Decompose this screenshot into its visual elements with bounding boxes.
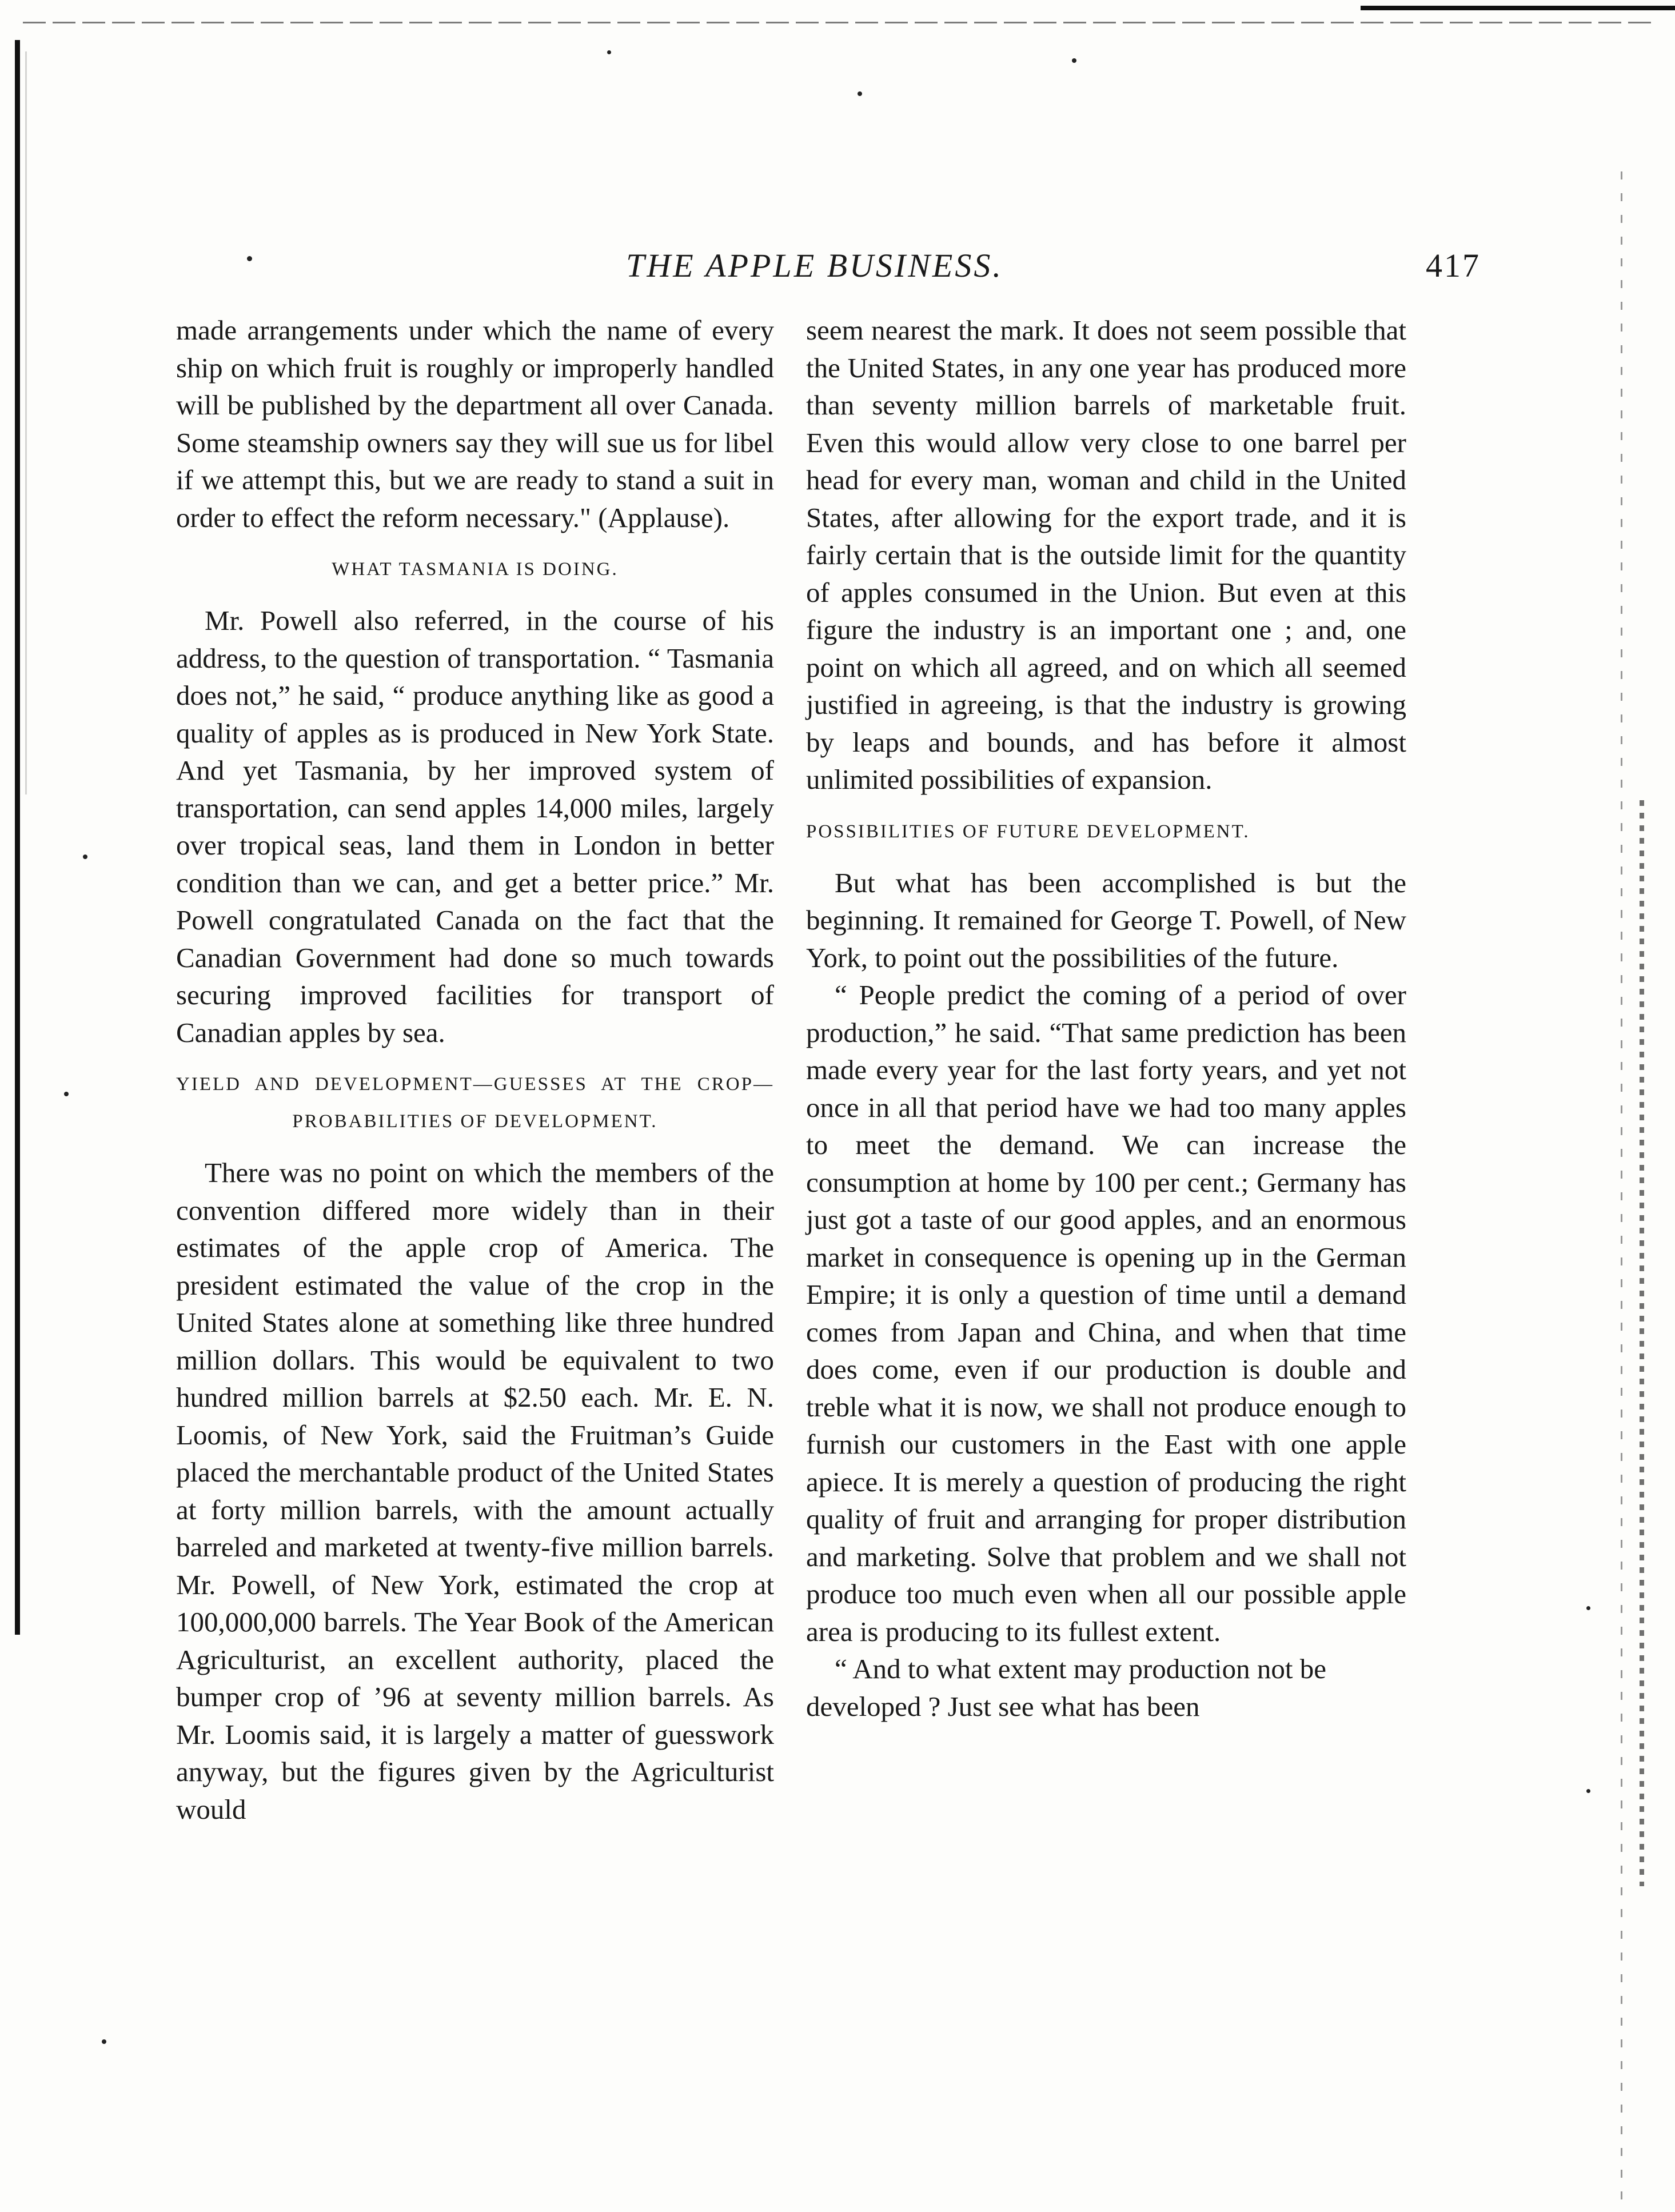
scan-edge-left: [15, 40, 20, 1635]
right-column: [806, 312, 1406, 1725]
scan-edge-left-faint: [25, 51, 27, 794]
paragraph: seem nearest the mark. It does not seem possible that the United States, in any one year has produced more than seventy million barrels of marketable fruit. Even this would allow very close to one barrel per head for every man, woman and child in the United States, after allowing for the export trade, and it is fairly certain that is the outside limit for the quantity of apples consumed in the Union. But even at this figure the industry is an important one ; and, one point on which all agreed, and on which all seemed justified in agreeing, is that the industry is growing by leaps and bounds, and has before it almost unlimited possibilities of expansion.: [806, 314, 1406, 795]
paragraph: But what has been accomplished is but the beginning. It remained for George T. Powell, of New York, to point out the possibilities of the future.: [806, 867, 1406, 973]
paragraph: There was no point on which the members of the convention differed more widely than in their estimates of the apple crop of America. The president estimated the value of the crop in the United States alone at something like three hundred million dollars. This would be equivalent to two hundred million barrels at $2.50 each. Mr. E. N. Loomis, of New York, said the Fruitman’s Guide placed the merchantable product of the United States at forty million barrels, with the amount actually barreled and marketed at twenty-five million barrels. Mr. Powell, of New York, estimated the crop at 100,000,000 barrels. The Year Book of the American Agriculturist, an excellent authority, placed the bumper crop of ’96 at seventy million barrels. As Mr. Loomis said, it is largely a matter of guesswork anyway, but the figures given by the Agriculturist would: [176, 1157, 774, 1825]
paragraph: Mr. Powell also referred, in the course of his address, to the question of transportation. “ Tasmania does not,” he said, “ produce anything like as good a quality of apples as is produced in New York State. And yet Tasmania, by her improved system of transportation, can send apples 14,000 miles, largely over tropical seas, land them in London in better condition than we can, and get a better price.” Mr. Powell congratulated Canada on the fact that the Canadian Government had done so much towards securing improved facilities for transport of Canadian apples by sea.: [176, 605, 774, 1048]
scan-edge-right-binding: [1640, 800, 1644, 1886]
running-title: THE APPLE BUSINESS.: [626, 247, 1003, 284]
scan-speck: [83, 855, 87, 859]
section-heading: YIELD AND DEVELOPMENT—GUESSES AT THE CROP—PROBABILITIES OF DEVELOPMENT.: [176, 1074, 774, 1132]
paragraph: made arrangements under which the name of every ship on which fruit is roughly or improperly handled will be published by the department all over Canada. Some steamship owners say they will sue us for libel if we attempt this, but we are ready to stand a suit in order to effect the reform necessary." (Applause).: [176, 314, 774, 533]
scan-speck: [607, 50, 611, 54]
scan-speck: [1586, 1789, 1590, 1793]
scan-speck: [64, 1092, 69, 1096]
page-number: 417: [1426, 247, 1481, 284]
scan-speck: [858, 91, 862, 96]
scan-speck: [102, 2039, 106, 2044]
paragraph: “ And to what extent may production not be developed ? Just see what has been: [806, 1653, 1327, 1722]
left-column: [176, 312, 774, 1828]
scan-edge-top-dashed: [23, 22, 1658, 23]
paragraph: “ People predict the coming of a period of over production,” he said. “That same prediction has been made every year for the last forty years, and yet not once in all that period have we had too many apples to meet the demand. We can increase the consumption at home by 100 per cent.; Germany has just got a taste of our good apples, and an enormous market in consequence is opening up in the German Empire; it is only a question of time until a demand comes from Japan and China, and when that time does come, even if our production is double and treble what it is now, we shall not produce enough to furnish our customers in the East with one apple apiece. It is merely a question of producing the right quality of fruit and arranging for proper distribution and marketing. Solve that problem and we shall not produce too much even when all our possible apple area is producing to its fullest extent.: [806, 979, 1406, 1647]
scan-edge-top: [1361, 6, 1675, 10]
scan-speck: [1586, 1606, 1590, 1610]
scan-edge-right: [1621, 171, 1622, 2201]
section-heading: WHAT TASMANIA IS DOING.: [332, 559, 619, 580]
section-heading: POSSIBILITIES OF FUTURE DEVELOPMENT.: [806, 821, 1250, 842]
scan-speck: [1072, 58, 1076, 63]
running-header: [149, 240, 1481, 292]
